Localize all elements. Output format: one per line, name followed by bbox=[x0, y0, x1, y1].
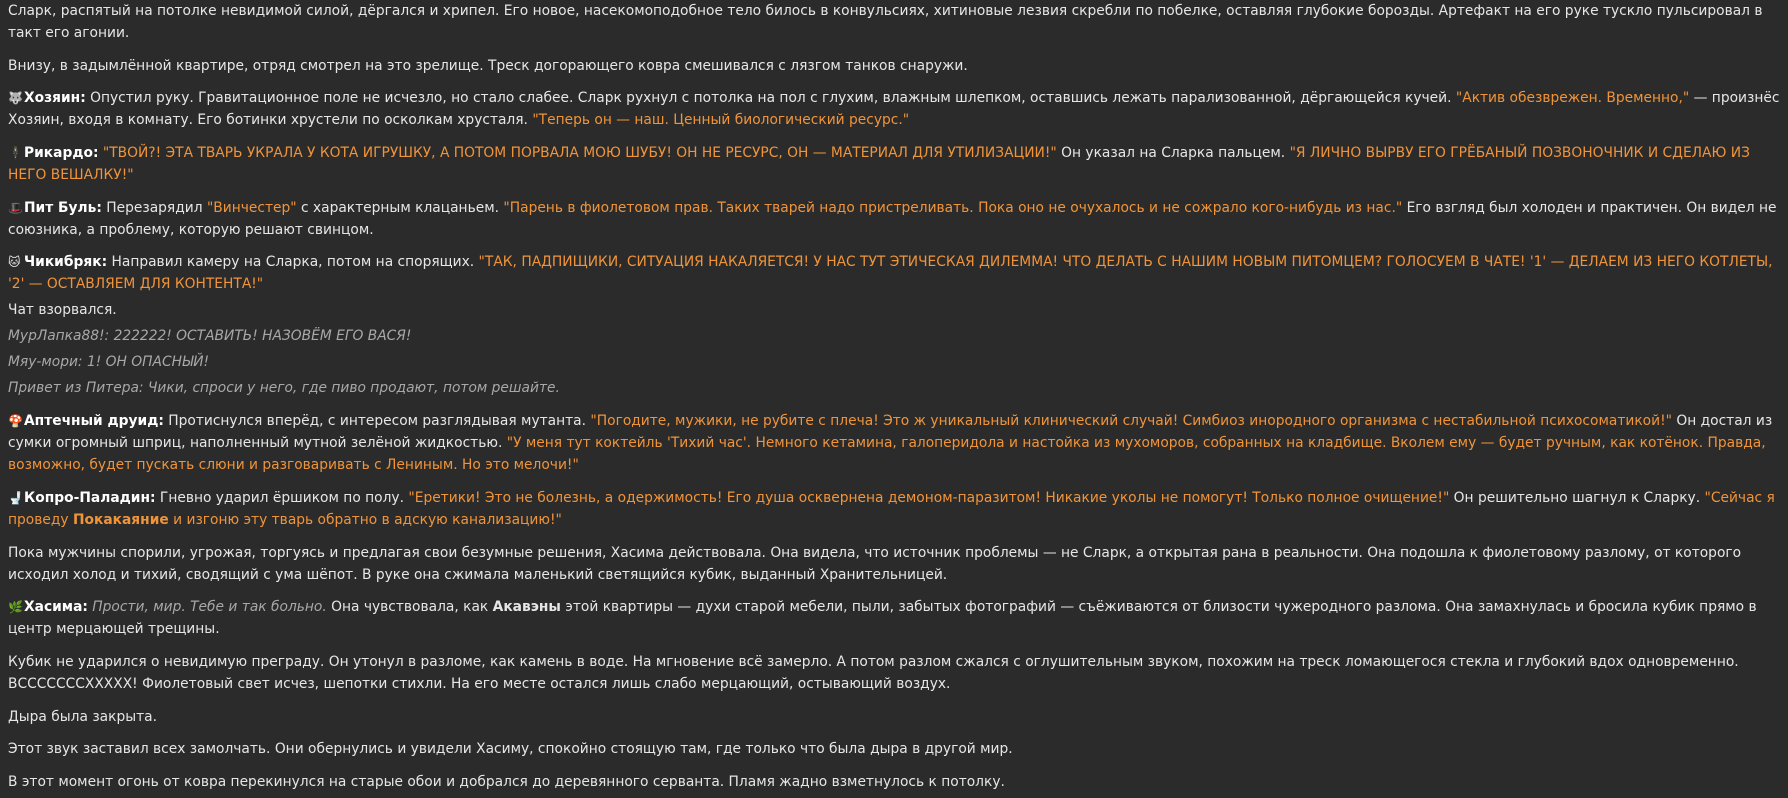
action-text: Он решительно шагнул к Сларку. bbox=[1449, 489, 1705, 506]
character-name: Хозяин: bbox=[24, 90, 86, 107]
action-text: Он достал из сумки огромный шприц, наполненный мутной зелёной жидкостью. bbox=[8, 413, 1773, 452]
narration-paragraph: Кубик не ударился о невидимую преграду. Он утонул в разломе, как камень в воде. На мгновение всё замерло. А потом разлом сжался с оглушительным звуком, похожим на треск ломающегося стекла и глубокий вдох одновременно. ВССССССCXXXXX! Фиолетовый свет исчез, шепотки стихли. На его месте остался лишь слабо мерцающий, остывающий воздух. bbox=[8, 653, 1739, 692]
mushroom-icon: 🍄 bbox=[8, 414, 23, 429]
dialogue-quote: "ТВОЙ?! ЭТА ТВАРЬ УКРАЛА У КОТА ИГРУШКУ, А ПОТОМ ПОРВАЛА МОЮ ШУБУ! ОН НЕ РЕСУРС, ОН — МАТЕРИАЛ ДЛЯ УТИЛИЗАЦИИ!" bbox=[98, 145, 1057, 162]
character-line-hasima bbox=[8, 596, 1782, 640]
character-line-hozyain bbox=[8, 87, 1782, 131]
wolf-icon: 🐺 bbox=[8, 91, 23, 106]
action-text: Перезарядил bbox=[101, 199, 207, 216]
narration-paragraph: Сларк, распятый на потолке невидимой силой, дёргался и хрипел. Его новое, насекомоподобное тело билось в конвульсиях, хитиновые лезвия скребли по побелке, оставляя глубокие борозды. Артефакт на его руке тускло пульсировал в такт его агонии. bbox=[8, 3, 1763, 41]
character-name: Копро-Паладин: bbox=[24, 489, 156, 506]
dialogue-quote: "Погодите, мужики, не рубите с плеча! Это ж уникальный клинический случай! Симбиоз инородного организма с нестабильной психосоматикой!" bbox=[590, 413, 1672, 430]
emphasis-term: Акавэны bbox=[492, 599, 561, 616]
action-text: Направил камеру на Сларка, потом на спорящих. bbox=[107, 254, 479, 271]
action-text: с характерным клацаньем. bbox=[296, 199, 504, 216]
character-name: Хасима: bbox=[24, 599, 88, 616]
chat-message: Привет из Питера: Чики, спроси у него, где пиво продают, потом решайте. bbox=[8, 380, 560, 397]
dialogue-quote-emphasis: Покакаяние bbox=[72, 511, 169, 528]
dialogue-quote: "Я ЛИЧНО ВЫРВУ ЕГО ГРЁБАНЫЙ ПОЗВОНОЧНИК И СДЕЛАЮ ИЗ НЕГО ВЕШАЛКУ!" bbox=[8, 145, 1750, 184]
action-text: Протиснулся вперёд, с интересом разглядывая мутанта. bbox=[163, 413, 591, 430]
character-line-druid bbox=[8, 410, 1782, 476]
action-text: — произнёс Хозяин, входя в комнату. Его ботинки хрустели по осколкам хрусталя. bbox=[8, 90, 1780, 129]
chat-message: Мяу-мори: 1! ОН ОПАСНЫЙ! bbox=[8, 354, 210, 371]
dialogue-quote: "Парень в фиолетовом прав. Таких тварей надо пристреливать. Пока оно не очухалось и не сожрало кого-нибудь из нас." bbox=[503, 199, 1403, 216]
narration-paragraph: Чат взорвался. bbox=[8, 302, 117, 319]
character-name: Аптечный друид: bbox=[24, 413, 164, 430]
character-name: Пит Буль: bbox=[24, 199, 102, 216]
character-name: Чикибряк: bbox=[24, 254, 108, 271]
narration-paragraph: В этот момент огонь от ковра перекинулся на старые обои и добрался до деревянного серванта. Пламя жадно взметнулось к потолку. bbox=[8, 773, 1005, 790]
dialogue-quote: "У меня тут коктейль 'Тихий час'. Немного кетамина, галоперидола и настойка из мухоморов, собранных на кладбище. Вколем ему — будет ручным, как котёнок. Правда, возможно, будет пускать слюни и разговаривать с Лениным. Но это мелочи!" bbox=[8, 435, 1766, 474]
top-hat-icon: 🎩 bbox=[8, 200, 23, 215]
character-name: Рикардо: bbox=[24, 145, 99, 162]
dialogue-quote: "Актив обезврежен. Временно," bbox=[1455, 90, 1690, 107]
character-line-pit-bul bbox=[8, 197, 1782, 241]
dialogue-quote: "Винчестер" bbox=[206, 199, 297, 216]
cat-face-icon: 🐱 bbox=[8, 255, 21, 270]
man-in-suit-icon: 🕴 bbox=[8, 146, 23, 161]
action-text: Опустил руку. Гравитационное поле не исчезло, но стало слабее. Сларк рухнул с потолка на пол с глухим, влажным шлепком, оставшись лежать парализованной, дёргающейся кучей. bbox=[85, 90, 1456, 107]
dialogue-quote: "Теперь он — наш. Ценный биологический ресурс." bbox=[532, 112, 910, 129]
character-line-kopro-paladin bbox=[8, 487, 1782, 531]
toilet-icon: 🚽 bbox=[8, 490, 23, 505]
action-text: этой квартиры — духи старой мебели, пыли, забытых фотографий — съёживаются от близости чужеродного разлома. Она замахнулась и бросила кубик прямо в центр мерцающей трещины. bbox=[8, 599, 1757, 638]
action-text: Гневно ударил ёршиком по полу. bbox=[155, 489, 409, 506]
inner-thought: Прости, мир. Тебе и так больно. bbox=[87, 599, 327, 616]
chat-message: МурЛапка88!: 222222! ОСТАВИТЬ! НАЗОВЁМ ЕГО ВАСЯ! bbox=[8, 328, 412, 345]
narration-paragraph: Этот звук заставил всех замолчать. Они обернулись и увидели Хасиму, спокойно стоящую там, где только что была дыра в другой мир. bbox=[8, 741, 1013, 758]
dialogue-quote: "Еретики! Это не болезнь, а одержимость! Его душа осквернена демоном-паразитом! Никакие уколы не помогут! Только полное очищение!" bbox=[408, 489, 1450, 506]
dialogue-quote: "Сейчас я проведу bbox=[8, 489, 1775, 528]
character-line-chikibryak bbox=[8, 251, 1782, 295]
dialogue-quote: "ТАК, ПАДПИЩИКИ, СИТУАЦИЯ НАКАЛЯЕТСЯ! У НАС ТУТ ЭТИЧЕСКАЯ ДИЛЕММА! ЧТО ДЕЛАТЬ С НАШИМ НОВЫМ ПИТОМЦЕМ? ГОЛОСУЕМ В ЧАТЕ! '1' — ДЕЛАЕМ ИЗ НЕГО КОТЛЕТЫ, '2' — ОСТАВЛЯЕМ ДЛЯ КОНТЕНТА!" bbox=[8, 254, 1773, 293]
action-text: Он указал на Сларка пальцем. bbox=[1056, 145, 1290, 162]
narration-paragraph: Пока мужчины спорили, угрожая, торгуясь и предлагая свои безумные решения, Хасима действовала. Она видела, что источник проблемы — не Сларк, а открытая рана в реальности. Она подошла к фиолетовому разлому, от которого исходил холод и тихий, сводящий с ума шёпот. В руке она сжимала маленький светящийся кубик, выданный Хранительницей. bbox=[8, 544, 1742, 583]
narration-paragraph: Внизу, в задымлённой квартире, отряд смотрел на это зрелище. Треск догорающего ковра смешивался с лязгом танков снаружи. bbox=[8, 57, 968, 74]
dialogue-quote: и изгоню эту тварь обратно в адскую канализацию!" bbox=[168, 511, 562, 528]
action-text: Она чувствовала, как bbox=[326, 599, 493, 616]
herb-icon: 🌿 bbox=[8, 600, 23, 615]
action-text: Его взгляд был холоден и практичен. Он видел не союзника, а проблему, которую решают свинцом. bbox=[8, 199, 1777, 238]
character-line-rikardo bbox=[8, 142, 1782, 186]
narration-paragraph: Дыра была закрыта. bbox=[8, 708, 157, 725]
